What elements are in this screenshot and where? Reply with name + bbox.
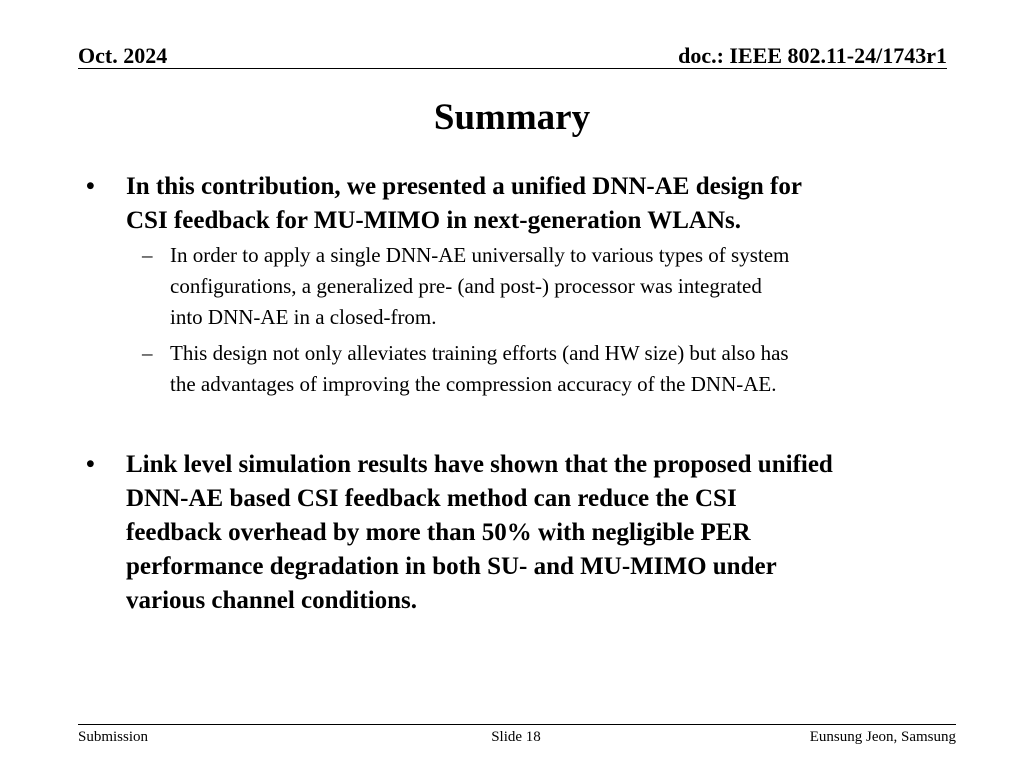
bullet-line: various channel conditions. bbox=[126, 587, 418, 614]
sub-bullet-line: the advantages of improving the compression accuracy of the DNN-AE. bbox=[170, 372, 777, 396]
footer-author: Eunsung Jeon, Samsung bbox=[809, 729, 956, 745]
header-date: Oct. 2024 bbox=[78, 43, 168, 68]
sub-bullet-line: into DNN-AE in a closed-from. bbox=[170, 305, 437, 329]
bullet-line: DNN-AE based CSI feedback method can reduce the CSI bbox=[126, 485, 737, 512]
header-divider bbox=[78, 68, 947, 69]
sub-bullet-line: This design not only alleviates training efforts (and HW size) but also has bbox=[170, 341, 789, 365]
bullet-line: In this contribution, we presented a unified DNN-AE design for bbox=[126, 173, 802, 200]
sub-bullet-1 bbox=[78, 240, 948, 333]
bullet-line: feedback overhead by more than 50% with negligible PER bbox=[126, 519, 751, 546]
sub-bullet-marker: – bbox=[142, 341, 153, 365]
footer-slide-number: Slide 18 bbox=[491, 729, 541, 745]
bullet-marker: • bbox=[86, 173, 95, 200]
bullet-1 bbox=[78, 170, 948, 238]
slide-title: Summary bbox=[433, 97, 591, 138]
bullet-line: CSI feedback for MU-MIMO in next-generation WLANs. bbox=[126, 207, 742, 234]
sub-bullet-line: In order to apply a single DNN-AE universally to various types of system bbox=[170, 243, 790, 267]
sub-bullet-2 bbox=[78, 338, 948, 400]
footer-submission: Submission bbox=[78, 729, 149, 745]
header-doc-id: doc.: IEEE 802.11-24/1743r1 bbox=[678, 43, 947, 68]
slide-content bbox=[78, 170, 948, 618]
footer-divider bbox=[78, 724, 956, 725]
bullet-marker: • bbox=[86, 451, 95, 478]
bullet-line: Link level simulation results have shown that the proposed unified bbox=[126, 451, 833, 478]
bullet-2 bbox=[78, 448, 948, 618]
bullet-line: performance degradation in both SU- and MU-MIMO under bbox=[126, 553, 777, 580]
sub-bullet-marker: – bbox=[142, 243, 153, 267]
sub-bullet-line: configurations, a generalized pre- (and post-) processor was integrated bbox=[170, 274, 762, 298]
